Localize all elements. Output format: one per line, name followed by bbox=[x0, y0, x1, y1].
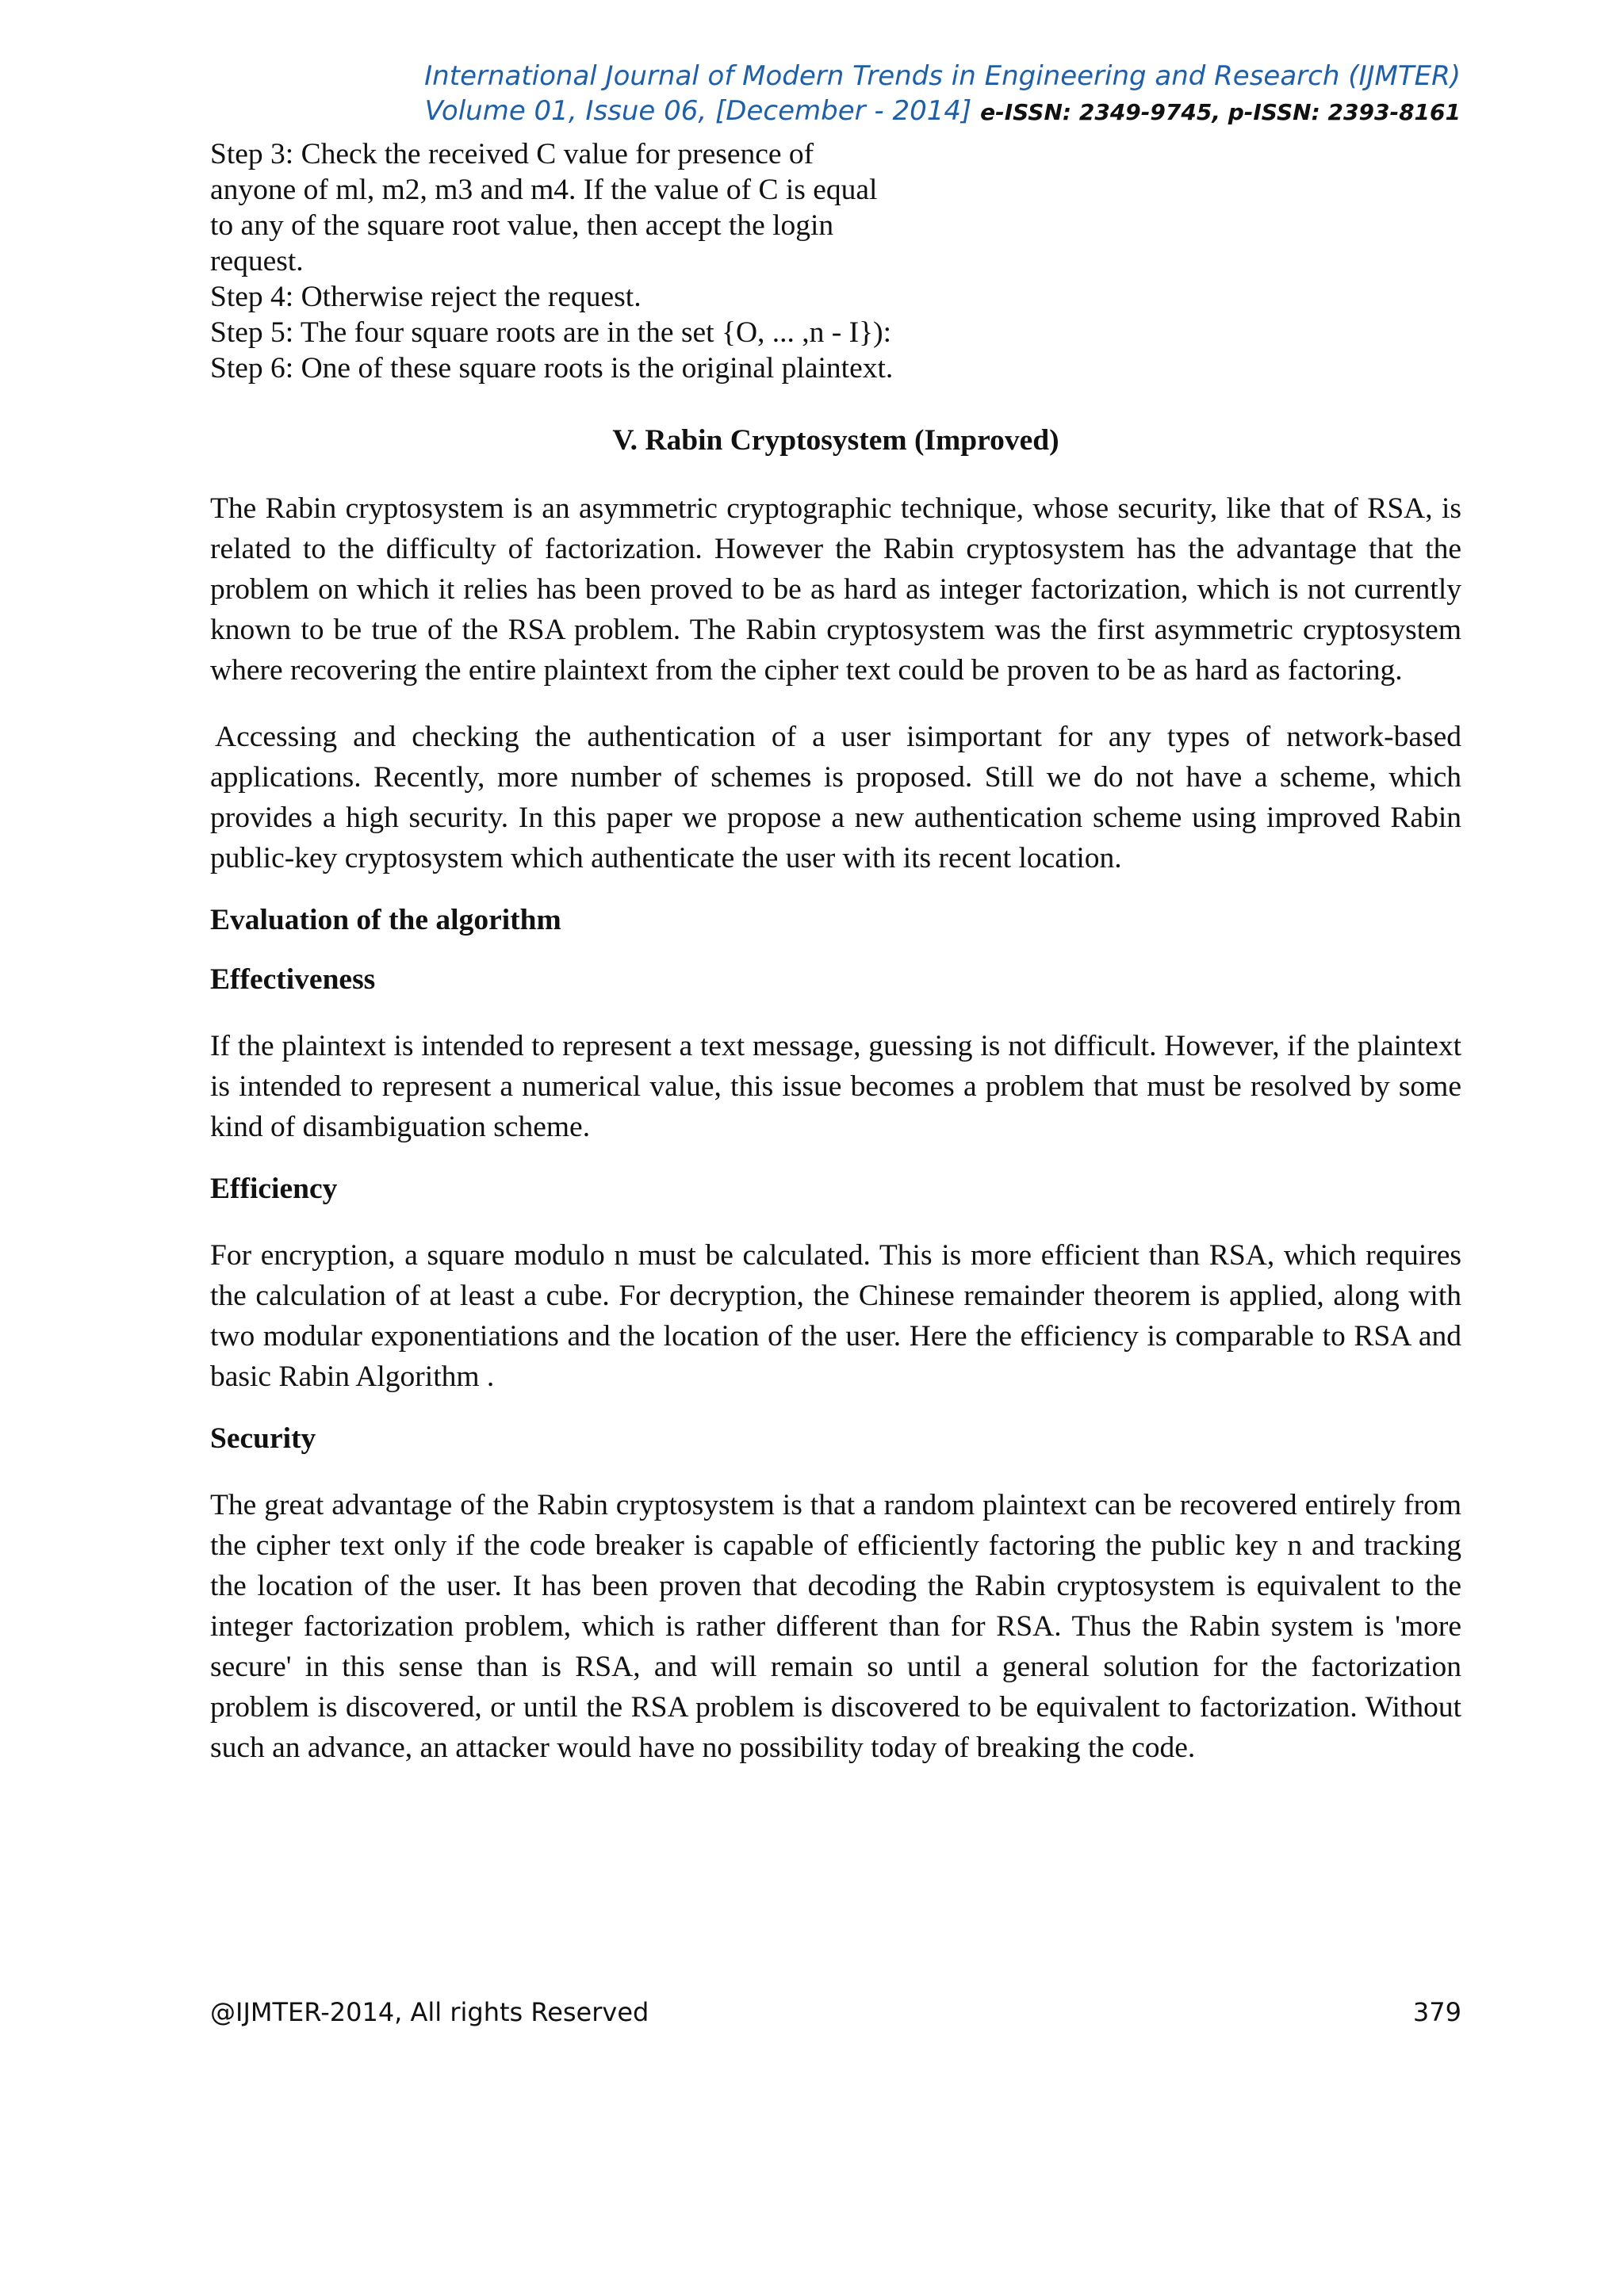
step-line: anyone of ml, m2, m3 and m4. If the value of C is equal bbox=[210, 174, 878, 206]
page-footer bbox=[210, 1995, 1461, 2030]
journal-title: International Journal of Modern Trends in Engineering and Research (IJMTER) bbox=[424, 60, 1461, 92]
security-heading: Security bbox=[210, 1422, 316, 1455]
effectiveness-heading: Effectiveness bbox=[210, 963, 376, 996]
authentication-paragraph: Accessing and checking the authentication of a user isimportant for any types of network-based applications. Recently, more number of schemes is proposed. Still we do not have a scheme, which provides a high security. In this paper we propose a new authentication scheme using improved Rabin public-key cryptosystem which authenticate the user with its recent location. bbox=[210, 721, 1461, 874]
evaluation-heading: Evaluation of the algorithm bbox=[210, 904, 561, 936]
journal-header bbox=[271, 59, 1461, 130]
journal-volume: Volume 01, Issue 06, [December - 2014] bbox=[424, 95, 972, 127]
effectiveness-paragraph: If the plaintext is intended to represent a text message, guessing is not difficult. However, if the plaintext is intended to represent a numerical value, this issue becomes a problem that must be resolved by some kind of disambiguation scheme. bbox=[210, 1030, 1461, 1143]
step-line: Step 4: Otherwise reject the request. bbox=[210, 281, 642, 313]
step-line: request. bbox=[210, 245, 304, 277]
journal-issn: e-ISSN: 2349-9745, p-ISSN: 2393-8161 bbox=[980, 99, 1461, 125]
step-line: Step 5: The four square roots are in the set {O, ... ,n - I}): bbox=[210, 316, 892, 349]
footer-copyright: @IJMTER-2014, All rights Reserved bbox=[210, 1997, 649, 2027]
efficiency-paragraph: For encryption, a square modulo n must be calculated. This is more efficient than RSA, which requires the calculation of at least a cube. For decryption, the Chinese remainder theorem is applied, along with two modular exponentiations and the location of the user. Here the efficiency is comparable to RSA and basic Rabin Algorithm . bbox=[210, 1239, 1461, 1393]
security-paragraph: The great advantage of the Rabin cryptosystem is that a random plaintext can be recovered entirely from the cipher text only if the code breaker is capable of efficiently factoring the public key n and tracking the location of the user. It has been proven that decoding the Rabin cryptosystem is equivalent to the integer factorization problem, which is rather different than for RSA. Thus the Rabin system is 'more secure' in this sense than is RSA, and will remain so until a general solution for the factorization problem is discovered, or until the RSA problem is discovered to be equivalent to factorization. Without such an advance, an attacker would have no possibility today of breaking the code. bbox=[210, 1489, 1461, 1764]
efficiency-heading: Efficiency bbox=[210, 1173, 338, 1205]
journal-volume-line bbox=[271, 94, 1461, 130]
step-line: Step 3: Check the received C value for presence of bbox=[210, 138, 814, 170]
page-content bbox=[210, 136, 1461, 1768]
step-line: to any of the square root value, then accept the login bbox=[210, 209, 834, 242]
section-title: V. Rabin Cryptosystem (Improved) bbox=[612, 424, 1059, 457]
page-number: 379 bbox=[1412, 1997, 1461, 2027]
step-line: Step 6: One of these square roots is the original plaintext. bbox=[210, 352, 894, 385]
algorithm-steps bbox=[210, 136, 924, 386]
intro-paragraph: The Rabin cryptosystem is an asymmetric cryptographic technique, whose security, like that of RSA, is related to the difficulty of factorization. However the Rabin cryptosystem has the advantage that the problem on which it relies has been proved to be as hard as integer factorization, which is not currently known to be true of the RSA problem. The Rabin cryptosystem was the first asymmetric cryptosystem where recovering the entire plaintext from the cipher text could be proven to be as hard as factoring. bbox=[210, 492, 1461, 687]
